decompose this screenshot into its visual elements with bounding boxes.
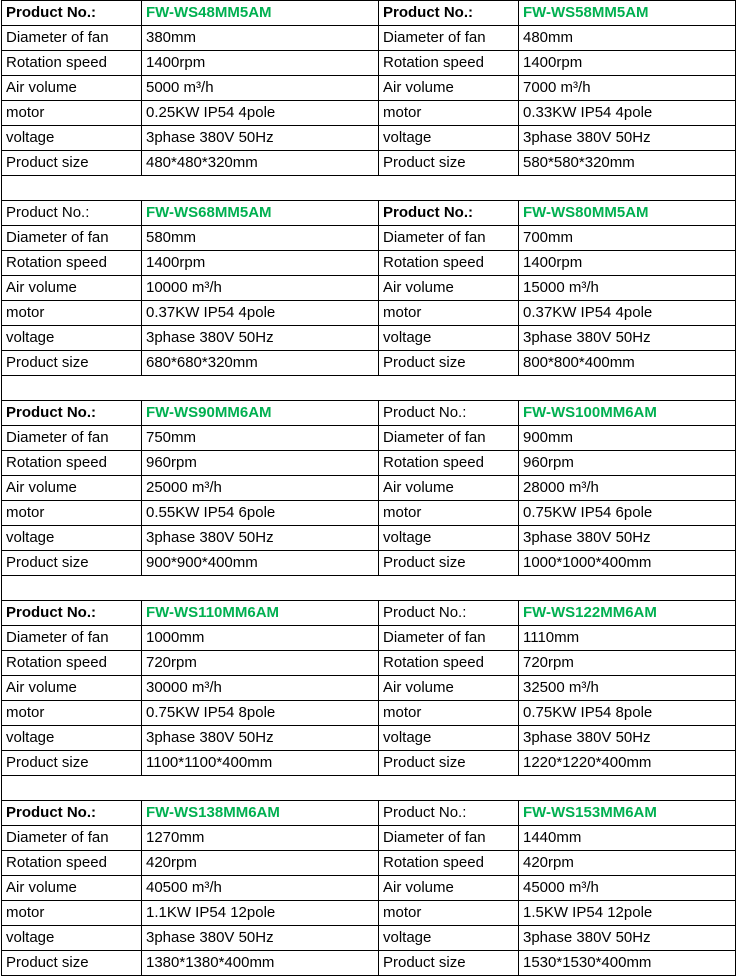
spec-label: Product size [379,351,519,376]
block-separator-row [2,776,736,801]
spec-value: 750mm [142,426,379,451]
spec-row [2,151,736,176]
spec-value: 3phase 380V 50Hz [142,126,379,151]
spec-row [2,501,736,526]
spec-row [2,751,736,776]
spec-value: 420rpm [142,851,379,876]
product-header-row [2,1,736,26]
separator-cell [2,776,736,801]
spec-value: 1.5KW IP54 12pole [519,901,736,926]
spec-label: Diameter of fan [2,226,142,251]
spec-label: motor [379,501,519,526]
spec-table-body [2,1,736,976]
product-no-label: Product No.: [379,401,519,426]
product-header-row [2,801,736,826]
spec-label: motor [2,101,142,126]
spec-label: Product size [379,551,519,576]
spec-label: Diameter of fan [379,626,519,651]
spec-label: Air volume [2,676,142,701]
spec-row [2,251,736,276]
spec-row [2,901,736,926]
spec-value: 10000 m³/h [142,276,379,301]
product-header-row [2,201,736,226]
spec-label: Diameter of fan [379,226,519,251]
spec-value: 5000 m³/h [142,76,379,101]
spec-label: Rotation speed [379,651,519,676]
spec-value: 0.33KW IP54 4pole [519,101,736,126]
spec-value: 1440mm [519,826,736,851]
spec-row [2,351,736,376]
spec-value: 380mm [142,26,379,51]
spec-row [2,826,736,851]
spec-value: 480*480*320mm [142,151,379,176]
spec-label: Air volume [2,876,142,901]
spec-label: Product size [379,951,519,976]
spec-value: 0.75KW IP54 6pole [519,501,736,526]
spec-label: Product size [2,951,142,976]
spec-label: Rotation speed [2,51,142,76]
spec-value: 32500 m³/h [519,676,736,701]
spec-row [2,101,736,126]
spec-row [2,676,736,701]
spec-label: Diameter of fan [2,826,142,851]
spec-value: 960rpm [519,451,736,476]
spec-label: motor [379,901,519,926]
spec-label: voltage [2,326,142,351]
product-no-label: Product No.: [2,601,142,626]
product-header-row [2,401,736,426]
spec-value: 0.25KW IP54 4pole [142,101,379,126]
product-no-value: FW-WS48MM5AM [142,1,379,26]
spec-value: 7000 m³/h [519,76,736,101]
separator-cell [2,576,736,601]
spec-value: 580mm [142,226,379,251]
product-no-value: FW-WS58MM5AM [519,1,736,26]
spec-label: motor [2,301,142,326]
spec-value: 680*680*320mm [142,351,379,376]
spec-value: 3phase 380V 50Hz [142,726,379,751]
separator-cell [2,376,736,401]
spec-label: motor [379,101,519,126]
spec-value: 900mm [519,426,736,451]
spec-row [2,476,736,501]
spec-label: voltage [379,326,519,351]
spec-value: 1000*1000*400mm [519,551,736,576]
block-separator-row [2,376,736,401]
spec-value: 0.37KW IP54 4pole [519,301,736,326]
spec-value: 3phase 380V 50Hz [142,326,379,351]
spec-label: voltage [2,726,142,751]
spec-value: 480mm [519,26,736,51]
product-no-label: Product No.: [379,801,519,826]
spec-label: Product size [2,151,142,176]
spec-value: 0.37KW IP54 4pole [142,301,379,326]
separator-cell [2,176,736,201]
product-no-value: FW-WS80MM5AM [519,201,736,226]
spec-label: Diameter of fan [379,26,519,51]
spec-label: Product size [2,351,142,376]
spec-value: 580*580*320mm [519,151,736,176]
spec-label: voltage [379,126,519,151]
spec-label: Product size [379,151,519,176]
spec-label: Rotation speed [379,51,519,76]
spec-row [2,926,736,951]
spec-table [1,0,736,976]
spec-row [2,951,736,976]
product-no-label: Product No.: [2,201,142,226]
spec-row [2,426,736,451]
spec-row [2,701,736,726]
spec-value: 45000 m³/h [519,876,736,901]
spec-label: Air volume [379,676,519,701]
spec-row [2,726,736,751]
spec-value: 1270mm [142,826,379,851]
spec-label: voltage [2,126,142,151]
spec-row [2,526,736,551]
spec-value: 1400rpm [142,251,379,276]
spec-label: Diameter of fan [2,626,142,651]
spec-row [2,26,736,51]
product-no-label: Product No.: [2,801,142,826]
spec-label: Air volume [379,276,519,301]
spec-value: 40500 m³/h [142,876,379,901]
spec-label: Product size [2,751,142,776]
spec-value: 1220*1220*400mm [519,751,736,776]
spec-label: Air volume [2,276,142,301]
spec-value: 3phase 380V 50Hz [519,726,736,751]
spec-label: Rotation speed [2,851,142,876]
spec-value: 800*800*400mm [519,351,736,376]
spec-value: 0.75KW IP54 8pole [519,701,736,726]
spec-value: 3phase 380V 50Hz [519,126,736,151]
spec-label: Diameter of fan [2,426,142,451]
spec-value: 15000 m³/h [519,276,736,301]
spec-row [2,301,736,326]
spec-label: Diameter of fan [2,26,142,51]
spec-value: 3phase 380V 50Hz [519,526,736,551]
spec-row [2,451,736,476]
block-separator-row [2,176,736,201]
spec-row [2,876,736,901]
spec-value: 700mm [519,226,736,251]
spec-row [2,651,736,676]
spec-value: 420rpm [519,851,736,876]
spec-value: 1100*1100*400mm [142,751,379,776]
spec-label: motor [379,701,519,726]
spec-row [2,226,736,251]
spec-label: Diameter of fan [379,826,519,851]
spec-value: 720rpm [519,651,736,676]
spec-label: Air volume [379,476,519,501]
spec-row [2,551,736,576]
spec-value: 1400rpm [519,51,736,76]
product-no-value: FW-WS100MM6AM [519,401,736,426]
product-no-label: Product No.: [2,1,142,26]
spec-value: 30000 m³/h [142,676,379,701]
spec-value: 1400rpm [519,251,736,276]
spec-label: Product size [379,751,519,776]
spec-value: 1400rpm [142,51,379,76]
spec-value: 1530*1530*400mm [519,951,736,976]
spec-label: voltage [2,526,142,551]
spec-label: voltage [379,726,519,751]
spec-row [2,326,736,351]
spec-row [2,126,736,151]
spec-value: 3phase 380V 50Hz [142,526,379,551]
product-no-value: FW-WS122MM6AM [519,601,736,626]
spec-label: Air volume [379,76,519,101]
spec-label: voltage [379,926,519,951]
spec-value: 1.1KW IP54 12pole [142,901,379,926]
spec-value: 720rpm [142,651,379,676]
spec-value: 0.75KW IP54 8pole [142,701,379,726]
spec-value: 960rpm [142,451,379,476]
spec-label: Rotation speed [379,851,519,876]
spec-row [2,851,736,876]
spec-label: motor [2,901,142,926]
spec-value: 0.55KW IP54 6pole [142,501,379,526]
spec-label: Rotation speed [379,251,519,276]
spec-label: Diameter of fan [379,426,519,451]
product-no-label: Product No.: [379,1,519,26]
spec-value: 3phase 380V 50Hz [519,926,736,951]
spec-label: voltage [379,526,519,551]
product-no-value: FW-WS110MM6AM [142,601,379,626]
product-no-label: Product No.: [379,601,519,626]
spec-label: Air volume [2,476,142,501]
spec-value: 1110mm [519,626,736,651]
spec-label: Air volume [2,76,142,101]
spec-value: 1380*1380*400mm [142,951,379,976]
spec-label: motor [2,701,142,726]
spec-value: 3phase 380V 50Hz [519,326,736,351]
spec-value: 3phase 380V 50Hz [142,926,379,951]
spec-row [2,276,736,301]
spec-label: voltage [2,926,142,951]
spec-label: Air volume [379,876,519,901]
spec-value: 28000 m³/h [519,476,736,501]
product-no-value: FW-WS68MM5AM [142,201,379,226]
spec-label: motor [2,501,142,526]
product-no-value: FW-WS90MM6AM [142,401,379,426]
spec-label: Rotation speed [379,451,519,476]
spec-row [2,51,736,76]
product-header-row [2,601,736,626]
spec-label: Product size [2,551,142,576]
product-no-value: FW-WS153MM6AM [519,801,736,826]
product-no-label: Product No.: [379,201,519,226]
block-separator-row [2,576,736,601]
product-no-label: Product No.: [2,401,142,426]
spec-label: Rotation speed [2,251,142,276]
spec-label: motor [379,301,519,326]
product-no-value: FW-WS138MM6AM [142,801,379,826]
spec-label: Rotation speed [2,451,142,476]
spec-value: 25000 m³/h [142,476,379,501]
spec-row [2,76,736,101]
spec-label: Rotation speed [2,651,142,676]
spec-row [2,626,736,651]
spec-value: 1000mm [142,626,379,651]
spec-value: 900*900*400mm [142,551,379,576]
